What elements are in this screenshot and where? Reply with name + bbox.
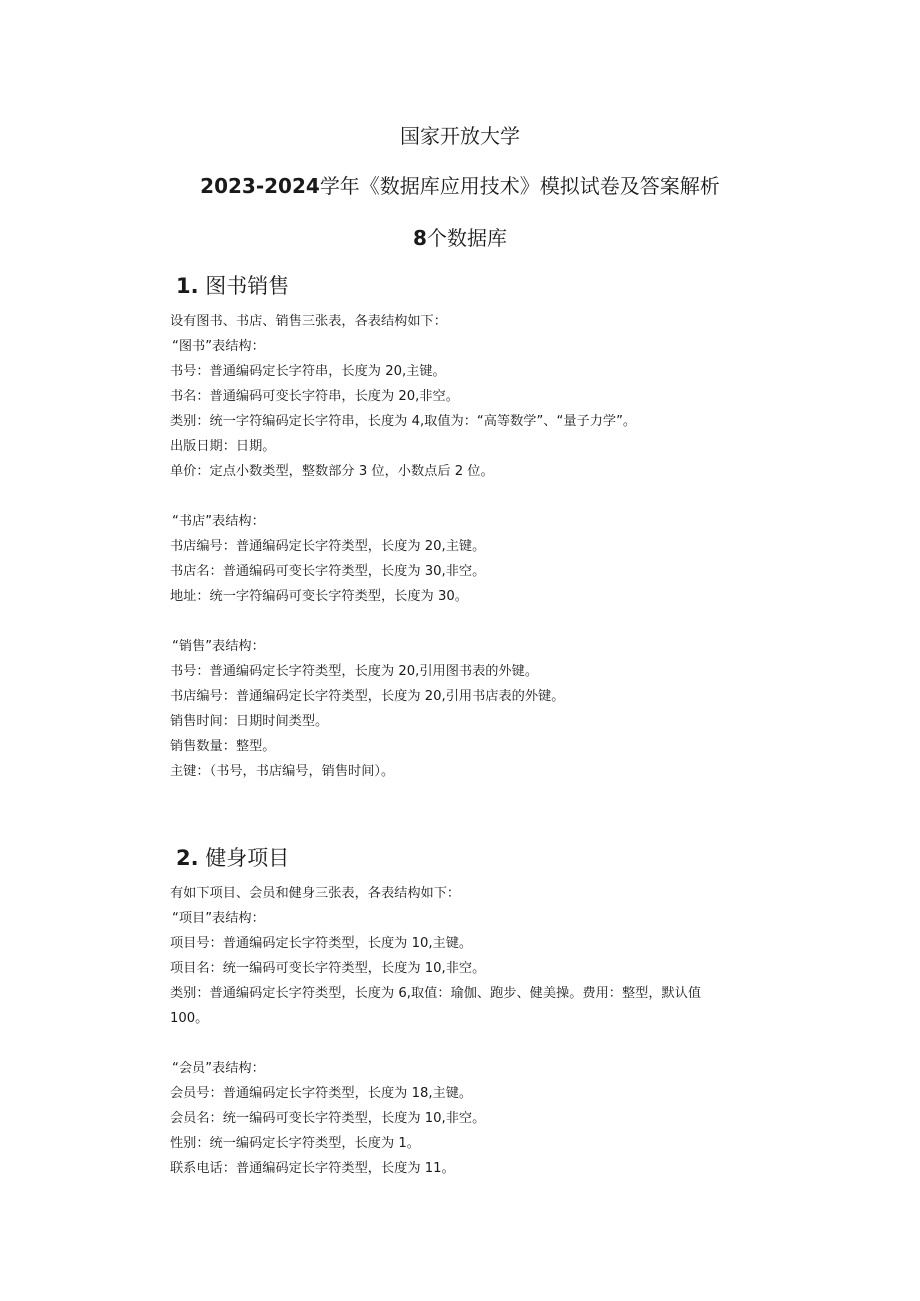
field-definition: 类别：普通编码定长字符类型，长度为 6,取值：瑜伽、跑步、健美操。费用：整型，默认值 — [170, 986, 702, 1001]
field-definition: 书店名：普通编码可变长字符类型，长度为 30,非空。 — [170, 564, 486, 579]
exam-year: 2023-2024 — [200, 174, 320, 198]
field-definition-continued: 100。 — [170, 1011, 209, 1026]
field-definition: 书号：普通编码定长字符串，长度为 20,主键。 — [170, 364, 446, 379]
field-definition: 会员名：统一编码可变长字符类型，长度为 10,非空。 — [170, 1111, 486, 1126]
paragraph-gap — [170, 1031, 770, 1056]
section-heading-book-sales — [176, 272, 289, 300]
subtitle-number: 8 — [413, 226, 427, 250]
field-definition: 书名：普通编码可变长字符串，长度为 20,非空。 — [170, 389, 459, 404]
field-definition: 地址：统一字符编码可变长字符类型，长度为 30。 — [170, 589, 468, 604]
field-definition: 项目号：普通编码定长字符类型，长度为 10,主键。 — [170, 936, 473, 951]
institution-name: 国家开放大学 — [400, 124, 520, 148]
table-structure-heading: “图书”表结构： — [172, 339, 265, 354]
section-body-book-sales — [170, 309, 770, 784]
field-definition: 会员号：普通编码定长字符类型，长度为 18,主键。 — [170, 1086, 473, 1101]
section-number: 2. — [176, 846, 199, 870]
section-intro: 有如下项目、会员和健身三张表，各表结构如下： — [170, 886, 461, 901]
paragraph-gap — [170, 609, 770, 634]
section-heading-fitness-projects — [176, 844, 289, 872]
table-structure-heading: “销售”表结构： — [172, 639, 265, 654]
table-structure-heading: “会员”表结构： — [172, 1061, 265, 1076]
field-definition: 类别：统一字符编码定长字符串，长度为 4,取值为：“高等数学”、“量子力学”。 — [170, 414, 637, 429]
document-subtitle — [0, 224, 920, 252]
document-exam-title — [0, 172, 920, 200]
table-structure-heading: “项目”表结构： — [172, 911, 265, 926]
field-definition: 单价：定点小数类型，整数部分 3 位，小数点后 2 位。 — [170, 464, 494, 479]
field-definition: 联系电话：普通编码定长字符类型，长度为 11。 — [170, 1161, 455, 1176]
paragraph-gap — [170, 484, 770, 509]
field-definition: 书店编号：普通编码定长字符类型，长度为 20,主键。 — [170, 539, 486, 554]
table-structure-heading: “书店”表结构： — [172, 514, 265, 529]
field-definition: 主键：（书号，书店编号，销售时间）。 — [170, 764, 395, 779]
section-intro: 设有图书、书店、销售三张表，各表结构如下： — [170, 314, 447, 329]
field-definition: 性别：统一编码定长字符类型，长度为 1。 — [170, 1136, 420, 1151]
document-institution-title — [0, 122, 920, 150]
section-title: 健身项目 — [205, 846, 290, 870]
field-definition: 书号：普通编码定长字符类型，长度为 20,引用图书表的外键。 — [170, 664, 539, 679]
field-definition: 项目名：统一编码可变长字符类型，长度为 10,非空。 — [170, 961, 486, 976]
field-definition: 出版日期：日期。 — [170, 439, 276, 454]
section-body-fitness-projects — [170, 881, 770, 1181]
section-number: 1. — [176, 274, 199, 298]
section-title: 图书销售 — [205, 274, 290, 298]
subtitle-text: 个数据库 — [426, 226, 507, 250]
field-definition: 销售数量：整型。 — [170, 739, 276, 754]
field-definition: 书店编号：普通编码定长字符类型，长度为 20,引用书店表的外键。 — [170, 689, 565, 704]
field-definition: 销售时间：日期时间类型。 — [170, 714, 329, 729]
exam-title-text: 学年《数据库应用技术》模拟试卷及答案解析 — [319, 174, 720, 198]
